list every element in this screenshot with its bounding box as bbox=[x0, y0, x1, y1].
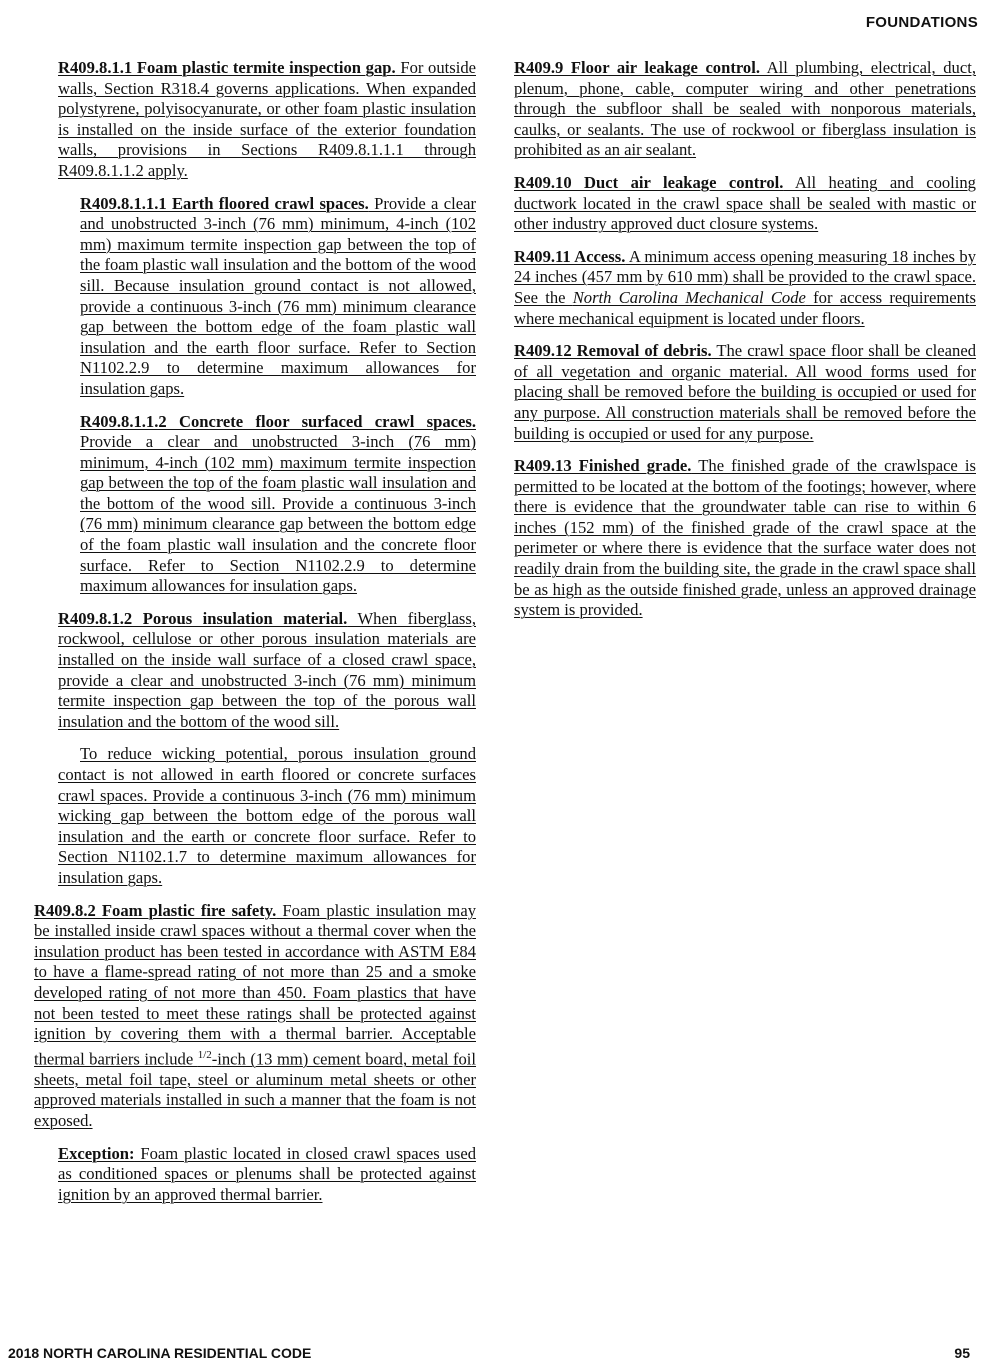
section-r409-8-1-2 bbox=[58, 609, 476, 733]
section-heading: R409.11 Access. bbox=[514, 246, 626, 266]
section-r409-13 bbox=[514, 456, 976, 621]
section-heading: R409.8.2 Foam plastic fire safety. bbox=[34, 900, 277, 920]
page-number: 95 bbox=[954, 1345, 970, 1361]
exception bbox=[58, 1144, 476, 1206]
section-r409-8-1-1 bbox=[58, 58, 476, 182]
section-heading: R409.9 Floor air leakage control. bbox=[514, 58, 760, 77]
section-heading: R409.8.1.1.2 Concrete floor surfaced crawl spaces. bbox=[80, 411, 476, 431]
exception-heading: Exception: bbox=[58, 1143, 135, 1163]
section-heading: R409.10 Duct air leakage control. bbox=[514, 172, 784, 192]
fraction: 1/2 bbox=[197, 1048, 212, 1061]
section-text: The finished grade of the crawlspace is permitted to be located at the bottom of the footings; however, where there is evidence that the groundwater table can rise to within 6 inches (152 mm) of the finished grade of the crawl space at the perimeter or where there is evidence that the surface water does not readily drain from the building site, the grade in the crawl space shall be as high as the outside finished grade, unless an approved drainage system is provided. bbox=[514, 456, 976, 620]
section-text: To reduce wicking potential, porous insulation ground contact is not allowed in earth floored or concrete surfaces crawl spaces. Provide a continuous 3-inch (76 mm) minimum wicking gap between the bottom edge of the porous wall insulation and the earth or concrete floor surface. Refer to Section N1102.1.7 to determine maximum allowances for insulation gaps. bbox=[58, 744, 476, 887]
section-heading: R409.12 Removal of debris. bbox=[514, 341, 712, 361]
section-r409-8-1-1-2 bbox=[80, 412, 476, 597]
section-text: For outside walls, Section R318.4 governs applications. When expanded polystyrene, polyisocyanurate, or other foam plastic insulation is installed on the inside surface of the exterior foundation walls, provisions in Sections R409.8.1.1.1 through R409.8.1.1.2 apply. bbox=[58, 58, 476, 180]
section-text: Provide a clear and unobstructed 3-inch (76 mm) minimum, 4-inch (102 mm) maximum termite inspection gap between the top of the foam plastic wall insulation and the bottom of the wood sill. Provide a continuous 3-inch (76 mm) minimum clearance gap between the bottom edge of the foam plastic wall insulation and the concrete floor surface. Refer to Section N1102.2.9 to determine maximum allowances for insulation gaps. bbox=[80, 432, 476, 596]
section-heading: R409.13 Finished grade. bbox=[514, 456, 692, 476]
section-text: Foam plastic insulation may be installed inside crawl spaces without a thermal cover when the insulation product has been tested in accordance with ASTM E84 to have a flame-spread rating of not more than 25 and a smoke developed rating of not more than 450. Foam plastics that have not been tested to meet these ratings shall be protected against ignition by covering them with a thermal barrier. Acceptable thermal barriers include bbox=[34, 900, 476, 1069]
left-column bbox=[34, 58, 476, 1217]
section-r409-11 bbox=[514, 247, 976, 329]
section-r409-10 bbox=[514, 173, 976, 235]
section-heading: R409.8.1.1 Foam plastic termite inspection gap. bbox=[58, 58, 396, 77]
running-header: FOUNDATIONS bbox=[865, 14, 978, 31]
section-text: The crawl space floor shall be cleaned of all vegetation and organic material. All wood forms used for placing shall be removed before the building is occupied or used for any purpose. All construction materials shall be removed before the building is occupied or used for any purpose. bbox=[514, 341, 976, 443]
section-text: for access requirements where mechanical equipment is located under floors. bbox=[514, 287, 976, 328]
code-reference: North Carolina Mechanical Code bbox=[572, 287, 806, 307]
section-text: When fiberglass, rockwool, cellulose or other porous insulation materials are installed on the inside wall surface of a closed crawl space, provide a clear and unobstructed 3-inch (76 mm) minimum termite inspection gap between the top of the porous wall insulation and the bottom of the wood sill. bbox=[58, 608, 476, 731]
section-text: All plumbing, electrical, duct, plenum, phone, cable, computer wiring and other penetrations through the subfloor shall be sealed with nonporous materials, caulks, or sealants. The use of rockwool or fiberglass insulation is prohibited as an air sealant. bbox=[514, 58, 976, 160]
section-r409-8-2 bbox=[34, 901, 476, 1132]
section-heading: R409.8.1.1.1 Earth floored crawl spaces. bbox=[80, 193, 369, 213]
section-r409-8-1-1-1 bbox=[80, 194, 476, 400]
section-text: A minimum access opening measuring 18 inches by 24 inches (457 mm by 610 mm) shall be provided to the crawl space. See the bbox=[514, 246, 976, 307]
exception-text: Foam plastic located in closed crawl spaces used as conditioned spaces or plenums shall be protected against ignition by an approved thermal barrier. bbox=[58, 1143, 476, 1204]
section-r409-9 bbox=[514, 58, 976, 161]
section-text: -inch (13 mm) cement board, metal foil sheets, metal foil tape, steel or aluminum metal sheets or other approved materials installed in such a manner that the foam is not exposed. bbox=[34, 1049, 477, 1131]
section-r409-8-1-2-paragraph bbox=[58, 744, 476, 888]
section-heading: R409.8.1.2 Porous insulation material. bbox=[58, 608, 348, 628]
section-text: All heating and cooling ductwork located in the crawl space shall be sealed with mastic or other industry approved duct closure systems. bbox=[514, 172, 976, 234]
section-text: Provide a clear and unobstructed 3-inch (76 mm) minimum, 4-inch (102 mm) maximum termite inspection gap between the top of the foam plastic wall insulation and the bottom of the wood sill. Because insulation ground contact is not allowed, provide a continuous 3-inch (76 mm) minimum clearance gap between the bottom edge of the foam plastic wall insulation and the earth floor surface. Refer to Section N1102.2.9 to determine maximum allowances for insulation gaps. bbox=[80, 193, 476, 398]
section-r409-12 bbox=[514, 341, 976, 444]
footer-code-title: 2018 NORTH CAROLINA RESIDENTIAL CODE bbox=[8, 1345, 312, 1361]
right-column bbox=[514, 58, 976, 633]
